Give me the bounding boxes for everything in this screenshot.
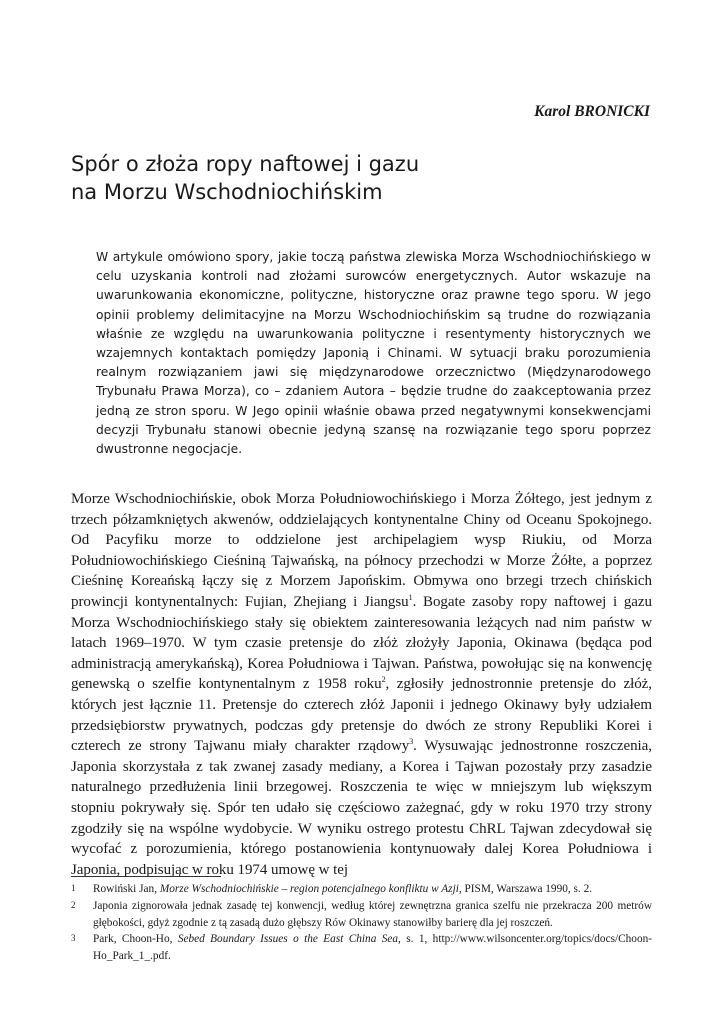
footnote-text	[93, 881, 652, 898]
footnote-text-italic: Morze Wschodniochińskie – region potencjalnego konfliktu w Azji	[159, 883, 459, 895]
body-text-2: . Bogate zasoby ropy naftowej i gazu Morza Wschodniochińskiego stały się obiektem zainteresowania leżących nad nim państw w latach 1969–1970. W tym czasie pretensje do złóż złożyły Japonia, Okinawa (będąca pod administracją amerykańską), Korea Południowa i Tajwan. Państwa, powołując się na konwencję genewską o szelfie kontynentalnym z 1958 roku	[71, 593, 652, 693]
footnote-number: 3	[71, 933, 76, 944]
footnote-divider	[71, 876, 221, 877]
footnote-text-plain: , PISM, Warszawa 1990, s. 2.	[458, 883, 593, 895]
body-paragraph	[71, 489, 652, 880]
body-text-4: . Wysuwając jednostronne roszczenia, Japonia skorzystała z tak zwanej zasady mediany, a Korea i Tajwan pozostały przy zasadzie naturalnego przedłużenia linii brzegowej. Roszczenia te więc w mniejszym lub większym stopniu pokrywały się. Spór ten udało się częściowo zażegnać, gdy w roku 1970 trzy strony zgodziły się na wspólne wydobycie. W wyniku ostrego protestu ChRL Tajwan zdecydował się wycofać z porozumienia, którego postanowienia kontynuowały dalej Korea Południowa i Japonia, podpisując w roku 1974 umowę w tej	[71, 738, 652, 878]
abstract: W artykule omówiono spory, jakie toczą państwa zlewiska Morza Wschodniochińskiego w celu uzyskania kontroli nad złożami surowców energetycznych. Autor wskazuje na uwarunkowania ekonomiczne, polityczne, historyczne oraz prawne tego sporu. W jego opinii problemy delimitacyjne na Morzu Wschodniochińskim są trudne do rozwiązania właśnie ze względu na uwarunkowania polityczne i resentymenty historycznych we wzajemnych kontaktach pomiędzy Japonią i Chinami. W sytuacji braku porozumienia realnym rozwiązaniem jawi się międzynarodowe orzecznictwo (Międzynarodowego Trybunału Prawa Morza), co – zdaniem Autora – będzie trudne do zaakceptowania przez jedną ze stron sporu. W Jego opinii właśnie obawa przed negatywnymi konsekwencjami decyzji Trybunału stanowi obecnie jedyną szansę na rozwiązanie tego sporu poprzez dwustronne negocjacje.	[96, 250, 651, 457]
body-text-3: , zgłosiły jednostronnie pretensje do złóż, których jest łącznie 11. Pretensje do czterech złóż Japonii i jednego Okinawy były udziałem przedsiębiorstw prywatnych, podczas gdy pretensje do dwóch ze strony Republiki Korei i czterech ze strony Tajwanu miały charakter rządowy	[71, 676, 652, 755]
footnote-ref-2[interactable]: 2	[381, 675, 386, 685]
footnote-text	[93, 898, 652, 932]
article-title-line-1: Spór o złoża ropy naftowej i gazu	[71, 152, 420, 176]
article-title	[71, 150, 651, 206]
footnote-text-plain: Rowiński Jan,	[93, 883, 160, 895]
footnote-3	[71, 931, 652, 965]
footnote-ref-1[interactable]: 1	[408, 592, 413, 602]
footnote-number: 1	[71, 883, 76, 893]
body-text-1: Morze Wschodniochińskie, obok Morza Południowochińskiego i Morza Żółtego, jest jednym z trzech półzamkniętych akwenów, oddzielających kontynentalne Chiny od Oceanu Spokojnego. Od Pacyfiku morze to oddzielone jest archipelagiem wysp Riukiu, od Morza Południowochińskiego Cieśniną Tajwańską, na północy przechodzi w Morze Żółte, a poprzez Cieśninę Koreańską łączy się z Morzem Japońskim. Obmywa ono brzegi trzech chińskich prowincji kontynentalnych: Fujian, Zhejiang i Jiangsu	[71, 491, 652, 610]
article-title-line-2: na Morzu Wschodniochińskim	[71, 180, 383, 204]
footnote-text-plain[interactable]: , s. 1, http://www.wilsoncenter.org/topics/docs/Choon-Ho_Park_1_.pdf.	[93, 933, 653, 963]
footnote-ref-3[interactable]: 3	[409, 737, 414, 747]
footnotes-section	[71, 876, 652, 965]
footnote-2	[71, 898, 652, 932]
footnote-text-italic: Sebed Boundary Issues o the East China Sea	[177, 933, 399, 946]
author-name: Karol BRONICKI	[534, 103, 650, 120]
footnote-text	[93, 931, 652, 965]
footnote-text-plain: Park, Choon-Ho,	[93, 933, 178, 946]
footnote-number: 2	[71, 899, 76, 910]
footnote-1	[71, 881, 652, 898]
footnote-text-plain: Japonia zignorowała jednak zasadę tej konwencji, według której zewnętrzna granica szelfu nie przekracza 200 metrów głębokości, gdyż zgodnie z tą zasadą dużo głębszy Rów Okinawy stanowiłby barierę dla jej roszczeń.	[93, 899, 652, 929]
